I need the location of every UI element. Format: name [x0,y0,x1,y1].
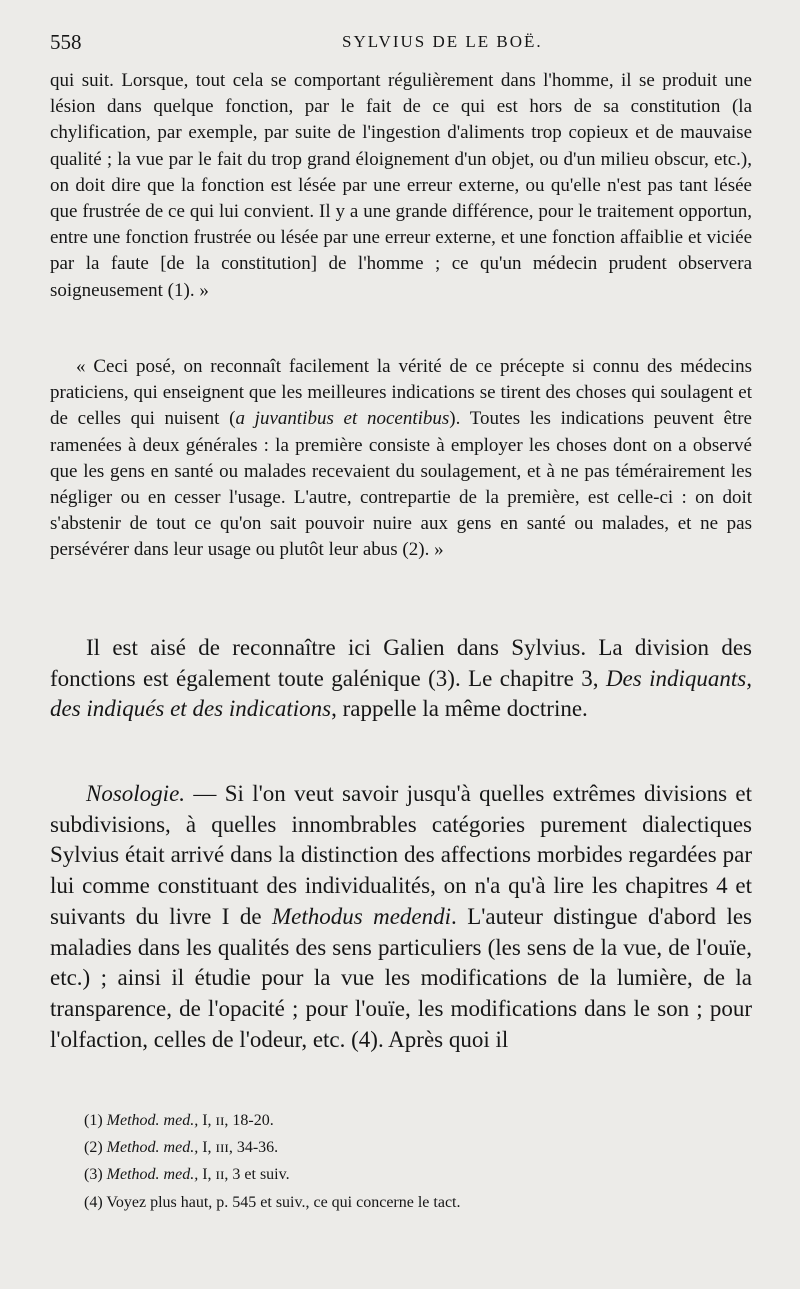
footnote-reference: I, ɪɪ, 18-20. [198,1112,274,1129]
galien-text-part2: , rappelle la même doctrine. [331,696,588,722]
galien-text-part1: Il est aisé de reconnaître ici Galien dans Sylvius. La division des fonctions est également toute galénique (3). Le chapitre 3, [50,635,752,691]
footnote-marker: (4) [84,1194,103,1211]
quote-two-paragraph [50,354,752,564]
nosologie-text-part1: — Si l'on veut savoir jusqu'à quelles extrêmes divisions et subdivisions, à quelles innombrables catégories purement dialectiques Sylvius était arrivé dans la distinction des affections morbides regardées par lui comme constituant des individualités, on n'a qu'à lire les chapitres 4 et suivants du livre I de [50,781,752,929]
footnote-reference: I, ɪɪɪ, 34-36. [198,1139,279,1156]
nosologie-paragraph [50,779,752,1055]
galien-paragraph [50,633,752,725]
footnote-marker: (3) [84,1166,103,1183]
footnote [84,1166,290,1184]
footnote [84,1194,460,1212]
quote-continuation-text: qui suit. Lorsque, tout cela se comportant régulièrement dans l'homme, il se produit une lésion dans quelque fonction, par le fait de ce qui est hors de sa constitution (la chylification, par exemple, par suite de l'ingestion d'aliments trop copieux et de mauvaise qualité ; la vue par le fait du trop grand éloignement d'un objet, ou d'un milieu obscur, etc.), on doit dire que la fonction est lésée par une erreur externe, ou qu'elle n'est pas tant lésée que frustrée de ce qui lui convient. Il y a une grande différence, pour le traitement opportun, entre une fonction frustrée ou lésée par une erreur externe, et une fonction affaiblie et viciée par la faute [de la constitution] de l'homme ; ce qu'un médecin prudent observera soigneusement (1). » [50,70,752,301]
nosologie-heading: Nosologie. [86,781,186,806]
footnote-reference: I, ɪɪ, 3 et suiv. [198,1166,290,1183]
footnote-marker: (1) [84,1112,103,1129]
footnote-source: Method. med., [106,1112,199,1129]
quote-two-text-part1: « Ceci posé, on reconnaît facilement la vérité de ce précepte si connu des médecins praticiens, qui enseignent que les meilleures indications se tirent des choses qui soulagent et de celles qui nuisent ( [50,356,752,430]
footnote [84,1112,274,1130]
footnote-marker: (2) [84,1139,103,1156]
nosologie-text-part2: . L'auteur distingue d'abord les maladies dans les qualités des sens particuliers (les sens de la vue, de l'ouïe, etc.) ; ainsi il étudie pour la vue les modifications de la lumière, de la transparence, de l'opacité ; pour l'ouïe, les modifications dans le son ; pour l'olfaction, celles de l'odeur, etc. (4). Après quoi il [50,903,752,1052]
footnote-reference: Voyez plus haut, p. 545 et suiv., ce qui concerne le tact. [102,1194,461,1211]
chapter-title: Des indiquants, des indiqués et des indications [50,665,752,722]
footnote-source: Method. med., [106,1166,199,1183]
book-title: Methodus medendi [271,903,452,929]
page-number: 558 [50,30,82,54]
footnote [84,1139,278,1157]
quote-two-latin-phrase: a juvantibus et nocentibus [235,408,450,430]
footnote-source: Method. med., [106,1139,199,1156]
page-header [50,30,750,60]
quote-two-text-part2: ). Toutes les indications peuvent être ramenées à deux générales : la première consiste à employer les choses dont on a observé que les gens en santé ou malades recevaient du soulagement, et à ne pas témérairement les négliger ou en cesser l'usage. L'autre, contrepartie de la première, est celle-ci : on doit s'abstenir de tout ce qu'on sait pouvoir nuire aux gens en santé ou malades, et ne pas persévérer dans leur usage ou plutôt leur abus (2). » [50,408,752,561]
quote-continuation-paragraph [50,68,752,304]
running-head: SYLVIUS DE LE BOË. [342,32,543,51]
